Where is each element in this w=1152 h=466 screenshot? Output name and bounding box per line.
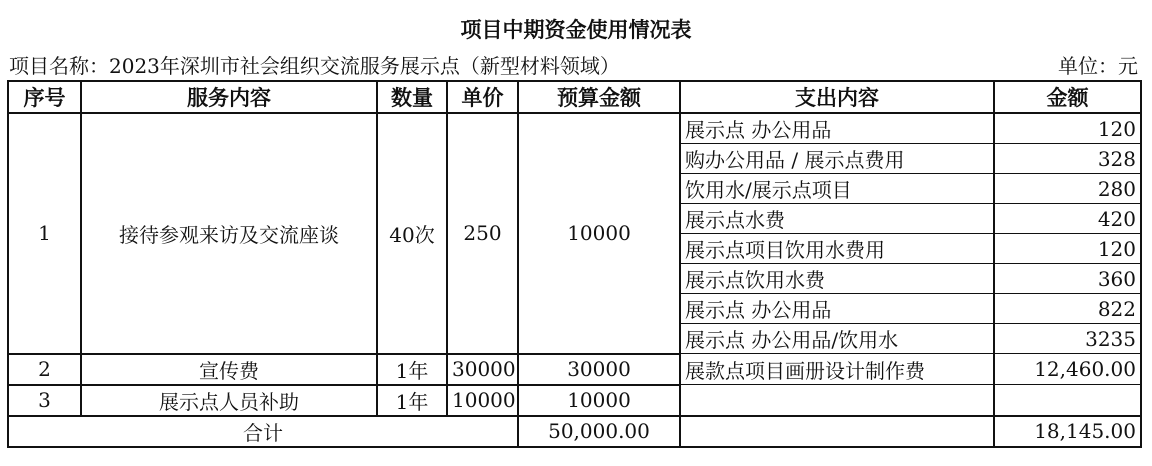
row-price: 30000 <box>447 354 518 385</box>
row-no: 3 <box>8 385 81 416</box>
row-price: 250 <box>447 113 518 354</box>
expense-desc: 展款点项目画册设计制作费 <box>680 354 994 385</box>
expense-desc: 展示点 办公用品/饮用水 <box>680 324 994 354</box>
row-service: 展示点人员补助 <box>81 385 377 416</box>
header-expense: 支出内容 <box>680 81 994 113</box>
row-qty: 40次 <box>377 113 447 354</box>
expense-desc <box>680 385 994 416</box>
table-row <box>8 354 1141 385</box>
table-row <box>8 113 1141 144</box>
row-budget: 10000 <box>518 385 680 416</box>
header-service: 服务内容 <box>81 81 377 113</box>
expense-amount: 120 <box>994 113 1141 144</box>
total-row <box>8 416 1141 447</box>
expense-amount: 280 <box>994 174 1141 204</box>
expense-amount: 328 <box>994 144 1141 174</box>
page-title: 项目中期资金使用情况表 <box>460 17 692 42</box>
row-service: 接待参观来访及交流座谈 <box>81 113 377 354</box>
unit-label: 单位：元 <box>1058 54 1138 78</box>
total-amount: 18,145.00 <box>994 416 1141 447</box>
header-qty: 数量 <box>377 81 447 113</box>
table-header <box>8 81 1141 113</box>
expense-amount: 12,460.00 <box>994 354 1141 385</box>
expense-desc: 展示点 办公用品 <box>680 113 994 144</box>
expense-desc: 展示点饮用水费 <box>680 264 994 294</box>
total-budget: 50,000.00 <box>518 416 680 447</box>
expense-amount <box>994 385 1141 416</box>
row-no: 2 <box>8 354 81 385</box>
row-no: 1 <box>8 113 81 354</box>
header-no: 序号 <box>8 81 81 113</box>
expense-desc: 展示点 办公用品 <box>680 294 994 324</box>
header-budget: 预算金额 <box>518 81 680 113</box>
expense-desc: 购办公用品 / 展示点费用 <box>680 144 994 174</box>
expense-amount: 822 <box>994 294 1141 324</box>
header-price: 单价 <box>447 81 518 113</box>
total-label: 合计 <box>8 416 518 447</box>
total-expense-blank <box>680 416 994 447</box>
row-price: 10000 <box>447 385 518 416</box>
expense-desc: 展示点项目饮用水费用 <box>680 234 994 264</box>
expense-amount: 3235 <box>994 324 1141 354</box>
row-qty: 1年 <box>377 385 447 416</box>
expense-desc: 展示点水费 <box>680 204 994 234</box>
project-name: 项目名称：2023年深圳市社会组织交流服务展示点（新型材料领域） <box>9 54 620 78</box>
row-service: 宣传费 <box>81 354 377 385</box>
table-row <box>8 385 1141 416</box>
expense-amount: 420 <box>994 204 1141 234</box>
row-budget: 10000 <box>518 113 680 354</box>
expense-amount: 360 <box>994 264 1141 294</box>
expense-desc: 饮用水/展示点项目 <box>680 174 994 204</box>
budget-table <box>7 80 1142 448</box>
row-qty: 1年 <box>377 354 447 385</box>
header-amount: 金额 <box>994 81 1141 113</box>
row-budget: 30000 <box>518 354 680 385</box>
expense-amount: 120 <box>994 234 1141 264</box>
